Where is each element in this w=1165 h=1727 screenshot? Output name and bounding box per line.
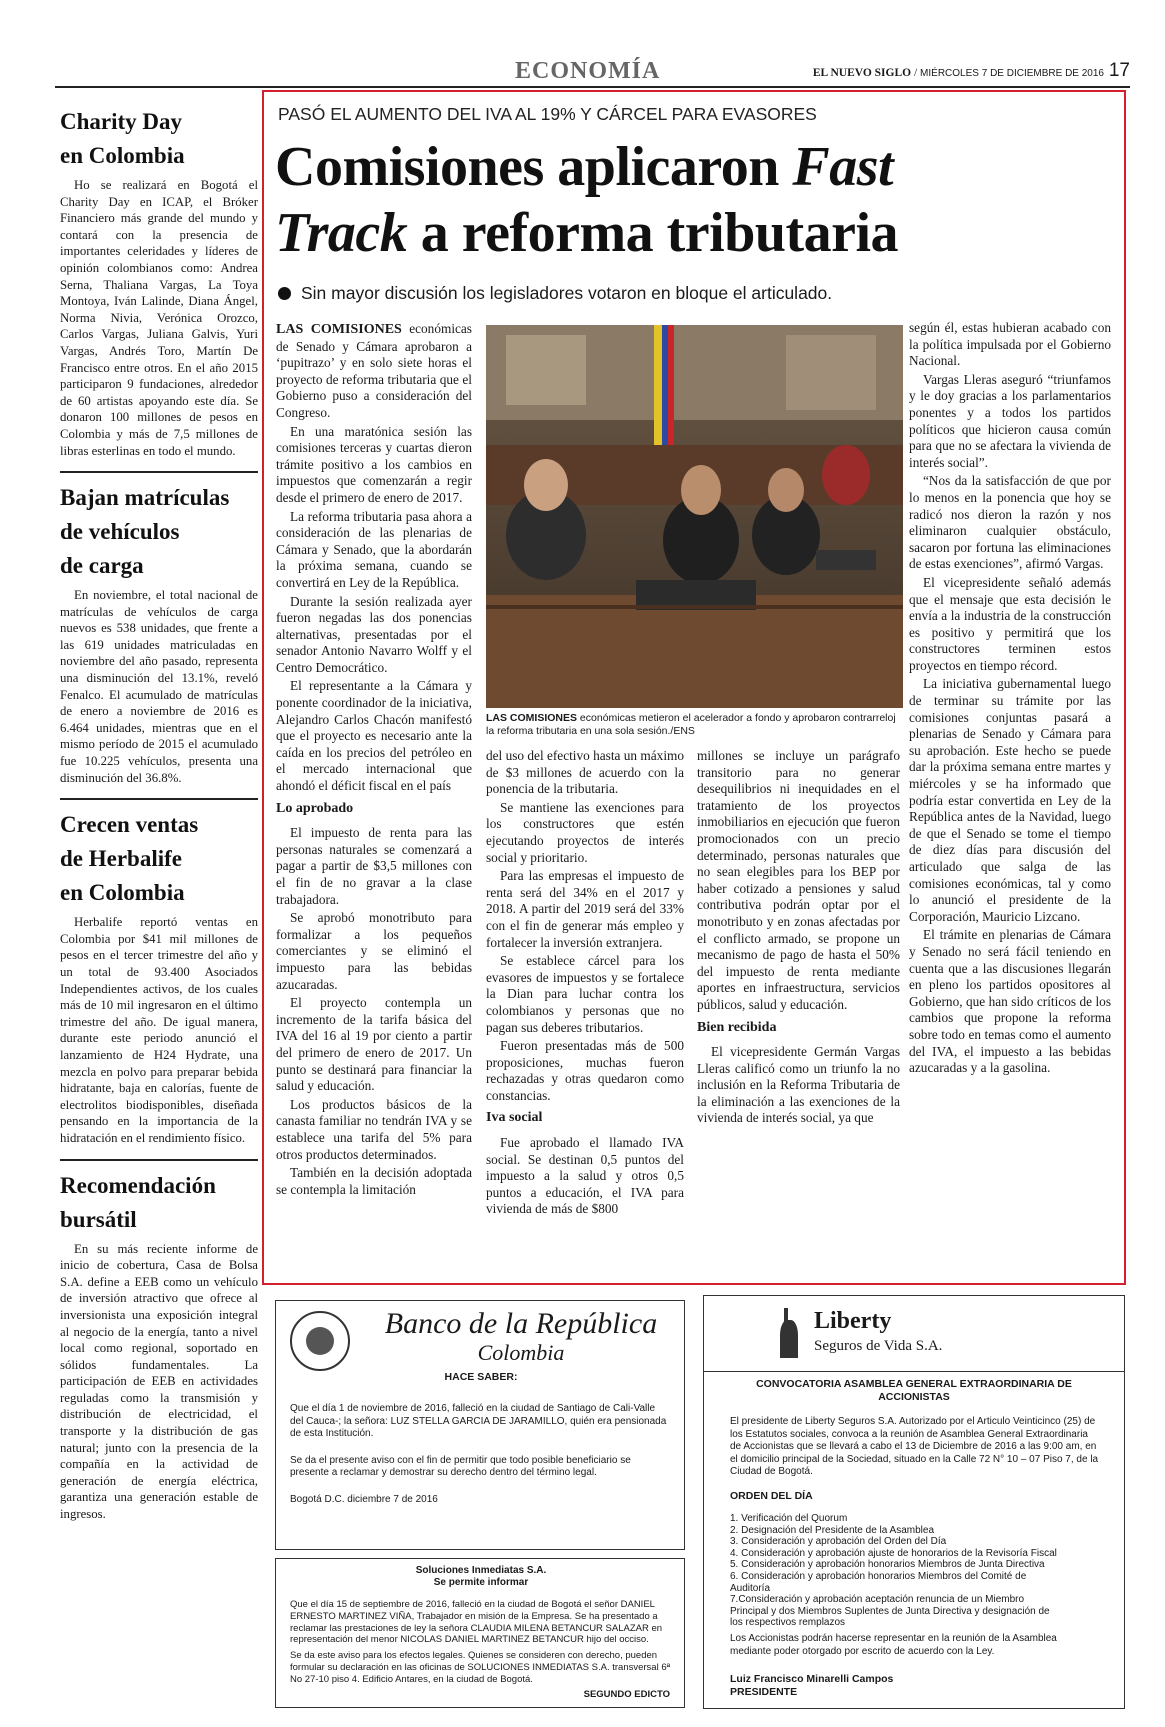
list-item: 6. Consideración y aprobación honorarios Miembros del Comité de Auditoría xyxy=(730,1570,1027,1594)
list-item: 2. Designación del Presidente de la Asamblea xyxy=(730,1524,935,1536)
list-item: 5. Consideración y aprobación honorarios Miembros de Junta Directiva xyxy=(730,1559,1045,1571)
article-photo xyxy=(486,325,903,708)
article-col-3: millones se incluye un parágrafo transitorio para no generar desequilibrios ni inequidades en el tratamiento de los proyectos inmobiliarios en ejecución que fueron promocionados con un precio determinado, personas naturales que no sean elegibles para los BEP por haber cotizado a pensiones y salud contributiva podrán optar por el monotributo y en zonas afectadas por el conflicto armado, se propone un mecanismo de pago de hasta el 50% del impuesto de renta mediante aportes en infraestructura, servicios públicos, salud y educación. Bien recibida El vicepresidente Germán Vargas Lleras calificó como un triunfo la no inclusión en la Reforma Tributaria de la eliminación a las exenciones de la vivienda de interés social, ya que xyxy=(697,748,900,1126)
sidebar-story-body: Herbalife reportó ventas en Colombia por $41 mil millones de pesos en el tercer trimestre del año y un total de 93.400 Asociados Independientes activos, de los cuales más de 10 mil ingresaron en el último trimestre del año. De igual manera, durante este periodo anunció el lanzamiento de H24 Hydrate, una mezcla en polvo para preparar bebida hidratante, baja en calorías, fuente de electrolitos biodisponibles, diseñada pensando en la importancia de la hidratación en el rendimiento físico. xyxy=(60,915,258,1145)
sidebar xyxy=(60,105,258,1525)
subheading: Bien recibida xyxy=(697,1019,777,1035)
photo-caption: LAS COMISIONES económicas metieron el acelerador a fondo y aprobaron contrarreloj la reforma tributaria en una sola sesión./ENS xyxy=(486,712,896,737)
article-col-1: LAS COMISIONES económicas de Senado y Cámara aprobaron a ‘pupitrazo’ y en solo siete horas el proyecto de reforma tributaria que el Gobierno puso a consideración del Congreso. En una maratónica sesión las comisiones terceras y cuartas dieron trámite positivo a los cambios en impuestos que comenzarán a regir desde el primero de enero de 2017. La reforma tributaria pasa ahora a consideración de las plenarias de Cámara y Senado, que la abordarán la próxima semana, cuando se convertirá en Ley de la República. Durante la sesión realizada ayer fueron negadas las dos ponencias alternativas, presentadas por el senador Antonio Navarro Wolff y el Centro Democrático. El representante a la Cámara y ponente coordinador de la iniciativa, Alejandro Carlos Chacón manifestó que el proyecto es necesario ante la caída en los precios del petróleo en el mercado internacional que ahondó el déficit fiscal en el país Lo aprobado El impuesto de renta para las personas naturales se comenzará a pagar a partir de $3,5 millones con el fin de no gravar a la clase trabajadora. Se aprobó monotributo para formalizar a los pequeños comerciantes y se eliminó el impuesto para las bebidas azucaradas. El proyecto contempla un incremento de la tarifa básica del IVA del 16 al 19 por ciento a partir del primero de enero de 2017. Un punto se destinará para financiar la salud y educación. Los productos básicos de la canasta familiar no tendrán IVA y se establece una tarifa del 5% para otros productos determinados. También en la decisión adoptada se contempla la limitación xyxy=(276,321,472,1197)
masthead-rule xyxy=(55,86,1130,88)
paper-name: EL NUEVO SIGLO xyxy=(812,67,912,79)
caption-lead: LAS COMISIONES xyxy=(486,712,578,724)
masthead-date-line: EL NUEVO SIGLO / MIÉRCOLES 7 DE DICIEMBRE DE 2016 xyxy=(812,67,1104,79)
ad-liberty xyxy=(703,1295,1125,1709)
sidebar-divider xyxy=(60,798,258,800)
sidebar-divider xyxy=(60,1159,258,1161)
subheading: Lo aprobado xyxy=(276,800,354,816)
lead-in: LAS COMISIONES xyxy=(276,322,402,337)
sidebar-story-matriculas xyxy=(60,481,258,786)
ad-banco-republica xyxy=(275,1300,685,1550)
list-item: 4. Consideración y aprobación ajuste de honorarios de la Revisoría Fiscal xyxy=(730,1547,1057,1559)
soluciones-footer: SEGUNDO EDICTO xyxy=(583,1689,670,1700)
section-title: ECONOMÍA xyxy=(515,58,661,84)
liberty-orden-list xyxy=(730,1513,1060,1629)
banco-hace-saber: HACE SABER: xyxy=(444,1371,518,1383)
sidebar-story-bursatil xyxy=(60,1169,258,1523)
liberty-intro: El presidente de Liberty Seguros S.A. Autorizado por el Articulo Veinticinco (25) de los Estatutos sociales, convoca a la reunión de Asamblea General Extraordinaria de Accionistas que se llevará a cabo el 13 de Diciembre de 2016 a las 9:00 am, en el domicilio principal de la Sociedad, situado en la Calle 72 N° 10 – 07 Piso 7, de la Ciudad de Bogotá. xyxy=(730,1416,1099,1478)
sidebar-story-body: En noviembre, el total nacional de matrículas de vehículos de carga nuevos es 538 unidades, que frente a las 619 unidades matriculadas en noviembre del año pasado, representa una disminución del 13.1%, reveló Fenalco. El acumulado de matrículas de enero a noviembre de 2016 es 6.464 unidades, mientras que en el mismo período de 2015 el acumulado fue 10.225 vehículos, presenta una disminución del 36.8%. xyxy=(60,588,258,785)
liberty-brand: Liberty xyxy=(814,1308,892,1334)
liberty-title: CONVOCATORIA ASAMBLEA GENERAL EXTRAORDINARIA DE ACCIONISTAS xyxy=(756,1378,1072,1403)
list-item: 3. Consideración y aprobación del Orden del Día xyxy=(730,1536,947,1548)
liberty-divider xyxy=(704,1371,1124,1372)
article-headline: Comisiones aplicaron Fast Track a reforma tributaria xyxy=(275,136,899,264)
sidebar-story-title: Crecen ventas de Herbalife en Colombia xyxy=(60,812,199,906)
sidebar-divider xyxy=(60,471,258,473)
sidebar-story-charity xyxy=(60,105,258,459)
statue-of-liberty-icon xyxy=(774,1308,804,1358)
sidebar-story-herbalife xyxy=(60,808,258,1146)
sidebar-story-title: Bajan matrículas de vehículos de carga xyxy=(60,485,230,579)
banco-name: Banco de la República Colombia xyxy=(384,1307,658,1365)
liberty-logo xyxy=(774,1306,1074,1362)
sidebar-story-body: Ho se realizará en Bogotá el Charity Day en ICAP, el Bróker Financiero más grande del mundo y contará con la presencia de importantes celeridades y líderes de opinión colombianos como: Andrea Serna, Thaliana Vargas, La Toya Montoya, Iván Lalinde, Diana Ángel, Norma Nivia, Verónica Orozco, Carlos Vargas, Juliana Galvis, Yuri Vargas, Andrés Toro, Martín De Francisco entre otros. En el año 2015 participaron 9 fundaciones, alrededor de 60 artistas apoyando este día. Se donaron 100 millones de pesos en Colombia y más de 7,5 millones de libras esterlinas en todo el mundo. xyxy=(60,178,258,458)
sidebar-story-body: En su más reciente informe de inicio de cobertura, Casa de Bolsa S.A. define a EEB como un vehículo de inversión atractivo que ofrece al inversionista una exposición integral al negocio de la energía, tanto a nivel local como regional, soportado en sólidos fundamentales. La participación de EEB en actividades reguladas como la transmisión y distribución de electricidad, el transporte y la distribución de gas natural; junto con la presencia de la compañía en la actividad de generación de energía eléctrica, garantiza una generación estable de ingresos. xyxy=(60,1241,258,1522)
issue-date: MIÉRCOLES 7 DE DICIEMBRE DE 2016 xyxy=(920,68,1104,79)
article-col-4: según él, estas hubieran acabado con la política impulsada por el Gobierno Nacional. Vargas Lleras aseguró “triunfamos y le doy gracias a los parlamentarios ponentes y a todos los partidos políticos que hicieron causa común para que no se afectara la vivienda de interés social”. “Nos da la satisfacción de que por lo menos en la ponencia que hoy se radicó nos dieron la razón y nos eliminaron cualquier obstáculo, sacaron por fortuna las eliminaciones de estas exenciones”, afirmó Vargas. El vicepresidente señaló además que el mensaje que esta decisión le envía a la industria de la construcción es positivo y permitirá que los constructores terminen estos proyectos en tiempo récord. La iniciativa gubernamental luego de terminar su trámite por las comisiones conjuntas pasará a plenarias de Senado y Cámara para su aprobación. Este hecho se puede dar la próxima semana entre martes y miércoles y se ha informado que podría estar convertida en Ley de la República antes de la Navidad, luego de que el Senado se tome el tiempo de diez días para discusión del articulado que salga de las comisiones económicas, tal y como lo anunció el presidente de la Corporación, Mauricio Lizcano. El trámite en plenarias de Cámara y Senado no será fácil teniendo en cuenta que a las discusiones llegarán en pleno los partidos opositores al Gobierno, que han sido críticos de los cambios que propone la reforma sobre todo en temas como el aumento del IVA, el impuesto a las bebidas azucaradas y a la gasolina. xyxy=(909,320,1111,1076)
list-item: 7.Consideración y aprobación aceptación renuncia de un Miembro Principal y dos Miembros Suplentes de Junta Directiva y designación de los respectivos remplazos xyxy=(730,1594,1050,1629)
liberty-signer: Luiz Francisco Minarelli Campos PRESIDENTE xyxy=(730,1673,894,1698)
soluciones-title: Soluciones Inmediatas S.A. Se permite informar xyxy=(415,1565,547,1588)
ad-soluciones-inmediatas xyxy=(275,1558,685,1708)
liberty-orden-title: ORDEN DEL DÍA xyxy=(730,1490,813,1502)
article-kicker: PASÓ EL AUMENTO DEL IVA AL 19% Y CÁRCEL PARA EVASORES xyxy=(278,104,817,124)
subheading: Iva social xyxy=(486,1110,543,1126)
soluciones-notice: Que el día 15 de septiembre de 2016, falleció en la ciudad de Bogotá el señor DANIEL ERNESTO MARTINEZ VIÑA, Trabajador en misión de la Empresa. Se ha presentado a reclamar las prestaciones de ley la señora CLAUDIA MILENA BETANCUR SALAZAR en representación del menor NICOLAS DANIEL MARTINEZ BETANCUR hijo del occiso. Se da este aviso para los efectos legales. Quienes se consideren con derecho, pueden formular su declaración en las oficinas de SOLUCIONES INMEDIATAS S.A. transversal 6ª No 27-10 piso 4. Edificio Antares, en la ciudad de Bogotá. xyxy=(290,1599,671,1685)
article-col-2: del uso del efectivo hasta un máximo de $3 millones de acuerdo con la ponencia de la tributaria. Se mantiene las exenciones para los constructores que estén ejecutando proyectos de interés social y prioritario. Para las empresas el impuesto de renta será del 34% en el 2017 y 2018. A partir del 2019 será del 33% con el fin de generar más empleo y fortalecer la inversión extranjera. Se establece cárcel para los evasores de impuestos y se fortalece la Dian para luchar contra los colombianos y personas que no pagan sus deberes tributarios. Fueron presentadas más de 500 proposiciones, muchas fueron rechazadas y otras quedaron como constancias. Iva social Fue aprobado el llamado IVA social. Se destinan 0,5 puntos del impuesto a la salud y otros 0,5 puntos a educación, el IVA para vivienda de más de $800 xyxy=(486,748,684,1217)
banco-seal-icon xyxy=(290,1311,350,1371)
list-item: 1. Verificación del Quorum xyxy=(730,1513,848,1524)
banco-notice: Que el día 1 de noviembre de 2016, falleció en la ciudad de Santiago de Cali-Valle del Cauca-; la señora: LUZ STELLA GARCIA DE JARAMILLO, quién era pensionada de esta Institución. Se da el presente aviso con el fin de permitir que todo posible beneficiario se presente a reclamar y demostrar su derecho dentro del término legal. Bogotá D.C. diciembre 7 de 2016 xyxy=(290,1403,667,1505)
sidebar-story-title: Charity Day en Colombia xyxy=(60,109,185,168)
bullet-icon xyxy=(278,287,291,300)
congress-session-photo xyxy=(486,325,903,708)
article-deck: Sin mayor discusión los legisladores votaron en bloque el articulado. xyxy=(278,283,832,304)
masthead xyxy=(55,58,1130,86)
liberty-closing: Los Accionistas podrán hacerse representar en la reunión de la Asamblea mediante poder otorgado por escrito de acuerdo con la Ley. xyxy=(730,1633,1057,1657)
liberty-brand-sub: Seguros de Vida S.A. xyxy=(814,1338,943,1354)
page-number: 17 xyxy=(1108,60,1130,81)
sidebar-story-title: Recomendación bursátil xyxy=(60,1172,216,1232)
